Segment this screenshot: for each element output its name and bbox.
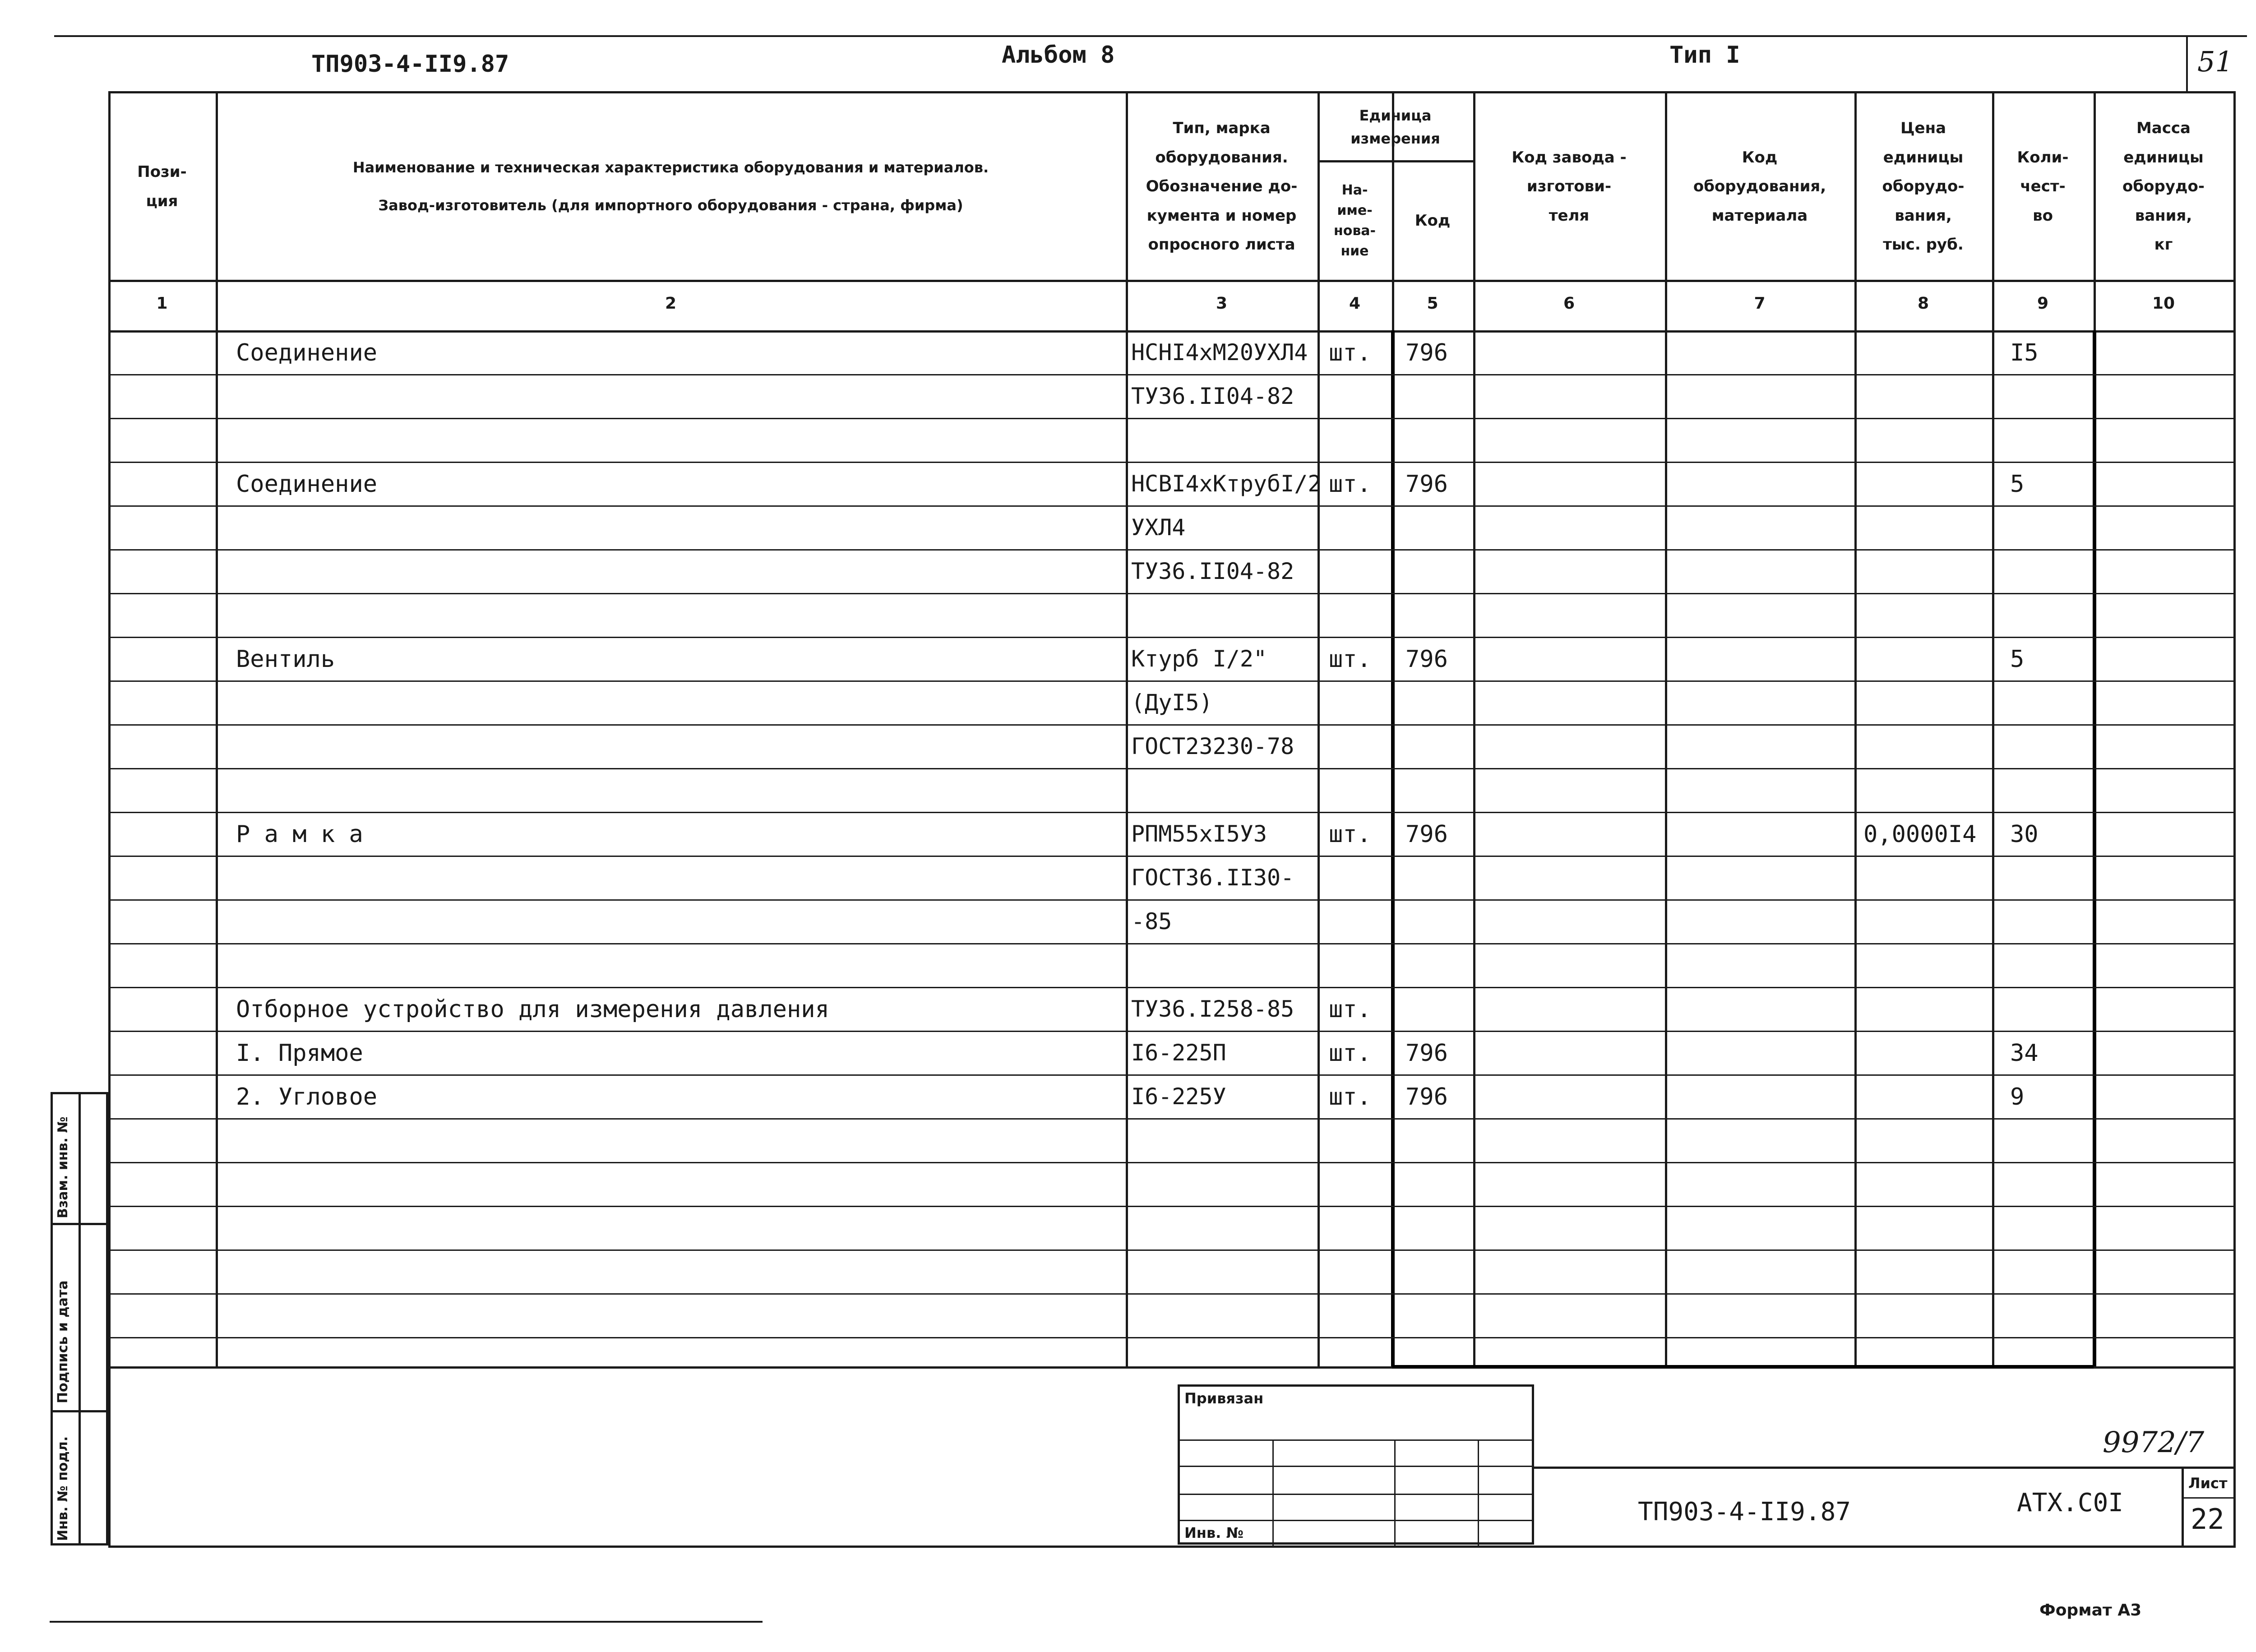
- side-label-signature-date: Подпись и дата: [55, 1280, 71, 1403]
- row-quantity: 9: [2010, 1083, 2025, 1111]
- row-name: I. Прямое: [236, 1040, 363, 1067]
- row-unit: шт.: [1329, 821, 1371, 848]
- row-line: [108, 637, 2233, 638]
- row-name: Соединение: [236, 471, 378, 498]
- row-mark: -85: [1131, 908, 1172, 935]
- row-price: 0,0000I4: [1863, 821, 1977, 848]
- row-mark: ГОСТ36.II30-: [1131, 865, 1294, 891]
- row-line: [108, 1206, 2233, 1207]
- thick-line: [1392, 1365, 2094, 1369]
- row-quantity: 5: [2010, 646, 2025, 673]
- row-line: [108, 1337, 2233, 1338]
- sheet-number: 22: [2191, 1503, 2224, 1536]
- row-name: 2. Угловое: [236, 1083, 378, 1111]
- column-line: [1854, 91, 1857, 1369]
- column-number-1: 1: [156, 294, 168, 313]
- row-mark: Ктурб I/2": [1131, 646, 1267, 672]
- row-unit: шт.: [1329, 646, 1371, 673]
- title-block-doc-code: ТП903-4-II9.87: [1638, 1497, 1851, 1527]
- row-quantity: 30: [2010, 821, 2039, 848]
- column-number-5: 5: [1427, 294, 1438, 313]
- row-line: [108, 724, 2233, 726]
- column-number-9: 9: [2037, 294, 2049, 313]
- page-corner-number: 51: [2197, 45, 2233, 78]
- row-unit: шт.: [1329, 996, 1371, 1023]
- row-unit: шт.: [1329, 471, 1371, 498]
- sheet-label: Лист: [2188, 1475, 2228, 1492]
- column-header-6: Код завода - изготови- теля: [1512, 148, 1627, 225]
- row-unit: шт.: [1329, 1083, 1371, 1111]
- row-name: Соединение: [236, 339, 378, 366]
- row-quantity: 34: [2010, 1040, 2039, 1067]
- inv-label: Инв. №: [1184, 1524, 1244, 1541]
- row-name: Вентиль: [236, 646, 335, 673]
- row-mark: УХЛ4: [1131, 514, 1186, 541]
- row-line: [108, 812, 2233, 813]
- row-line: [108, 680, 2233, 682]
- row-line: [108, 1249, 2233, 1251]
- column-line: [1473, 91, 1475, 1369]
- row-mark: ТУ36.II04-82: [1131, 383, 1294, 409]
- format-label: Формат А3: [2039, 1601, 2142, 1620]
- row-line: [108, 1118, 2233, 1120]
- corner-divider: [2186, 35, 2188, 91]
- column-header-9: Коли- чест- во: [2017, 148, 2069, 225]
- column-header-5: Код: [1415, 211, 1451, 230]
- side-label-replaced-inv: Взам. инв. №: [55, 1116, 71, 1218]
- column-number-3: 3: [1216, 294, 1228, 313]
- column-header-1: Пози- ция: [137, 162, 187, 210]
- row-mark: НСВI4хКтрубI/2: [1131, 471, 1322, 497]
- column-line: [1126, 91, 1128, 1369]
- row-line: [108, 1162, 2233, 1163]
- row-line: [108, 899, 2233, 901]
- type-label: Тип I: [1669, 42, 1740, 69]
- footer-line: [50, 1621, 763, 1623]
- column-header-3: Тип, марка оборудования. Обозначение до- кумента и номер опросного листа: [1146, 119, 1298, 254]
- handwritten-number: 9972/7: [2103, 1426, 2205, 1459]
- album-label: Альбом 8: [1002, 42, 1115, 69]
- doc-code-header: ТП903-4-II9.87: [311, 51, 509, 78]
- column-line: [216, 91, 218, 1369]
- row-unit-code: 796: [1405, 821, 1448, 848]
- column-number-6: 6: [1563, 294, 1575, 313]
- column-line: [1318, 91, 1320, 1369]
- row-mark: ГОСТ23230-78: [1131, 733, 1294, 759]
- title-block-sheet-code: АТХ.С0I: [2017, 1488, 2124, 1518]
- row-line: [108, 549, 2233, 551]
- column-header-4: На- име- нова- ние: [1333, 182, 1376, 259]
- unit-group-header: Единица измерения: [1350, 106, 1440, 147]
- number-row-border: [108, 330, 2233, 333]
- row-unit-code: 796: [1405, 471, 1448, 498]
- row-line: [108, 943, 2233, 944]
- header-bottom-border: [108, 280, 2233, 282]
- row-unit-code: 796: [1405, 339, 1448, 366]
- row-line: [108, 1293, 2233, 1295]
- row-line: [108, 987, 2233, 988]
- column-line: [2233, 91, 2236, 1548]
- thick-line: [2093, 330, 2096, 1366]
- row-quantity: I5: [2010, 339, 2039, 366]
- row-quantity: 5: [2010, 471, 2025, 498]
- row-name: Р а м к а: [236, 821, 363, 848]
- column-number-7: 7: [1754, 294, 1766, 313]
- row-unit-code: 796: [1405, 1040, 1448, 1067]
- row-unit: шт.: [1329, 339, 1371, 366]
- row-line: [108, 418, 2233, 419]
- column-number-2: 2: [665, 294, 677, 313]
- row-line: [108, 374, 2233, 375]
- column-header-7: Код оборудования, материала: [1693, 148, 1826, 225]
- row-line: [108, 462, 2233, 463]
- row-unit-code: 796: [1405, 646, 1448, 673]
- attached-label: Привязан: [1184, 1390, 1264, 1407]
- row-name: Отборное устройство для измерения давления: [236, 996, 829, 1023]
- row-mark: ТУ36.I258-85: [1131, 996, 1294, 1022]
- column-header-2: Наименование и техническая характеристика оборудования и материалов. Завод-изготовитель (для импортного оборудования - страна, фирма): [352, 159, 989, 214]
- column-line: [1665, 91, 1667, 1369]
- row-mark: (ДуI5): [1131, 689, 1213, 716]
- top-border: [54, 35, 2247, 37]
- thick-line: [1391, 330, 1395, 1366]
- column-number-10: 10: [2152, 294, 2175, 313]
- title-block-top: [1534, 1467, 2233, 1469]
- row-mark: РПМ55хI5У3: [1131, 821, 1267, 847]
- row-unit: шт.: [1329, 1040, 1371, 1067]
- row-mark: НСНI4хМ20УХЛ4: [1131, 339, 1308, 366]
- row-line: [108, 505, 2233, 507]
- row-line: [108, 1031, 2233, 1032]
- row-mark: I6-225У: [1131, 1083, 1226, 1110]
- row-line: [108, 593, 2233, 594]
- column-number-8: 8: [1917, 294, 1929, 313]
- column-header-10: Масса единицы оборудо- вания, кг: [2122, 119, 2205, 254]
- column-line: [1992, 91, 1994, 1369]
- row-mark: ТУ36.II04-82: [1131, 558, 1294, 584]
- row-line: [108, 856, 2233, 857]
- row-mark: I6-225П: [1131, 1040, 1226, 1066]
- side-label-original-inv: Инв. № подл.: [55, 1436, 71, 1541]
- sheet-bottom-border: [108, 1546, 2233, 1548]
- row-line: [108, 768, 2233, 769]
- column-number-4: 4: [1349, 294, 1361, 313]
- column-header-8: Цена единицы оборудо- вания, тыс. руб.: [1882, 119, 1965, 254]
- row-unit-code: 796: [1405, 1083, 1448, 1111]
- row-line: [108, 1074, 2233, 1076]
